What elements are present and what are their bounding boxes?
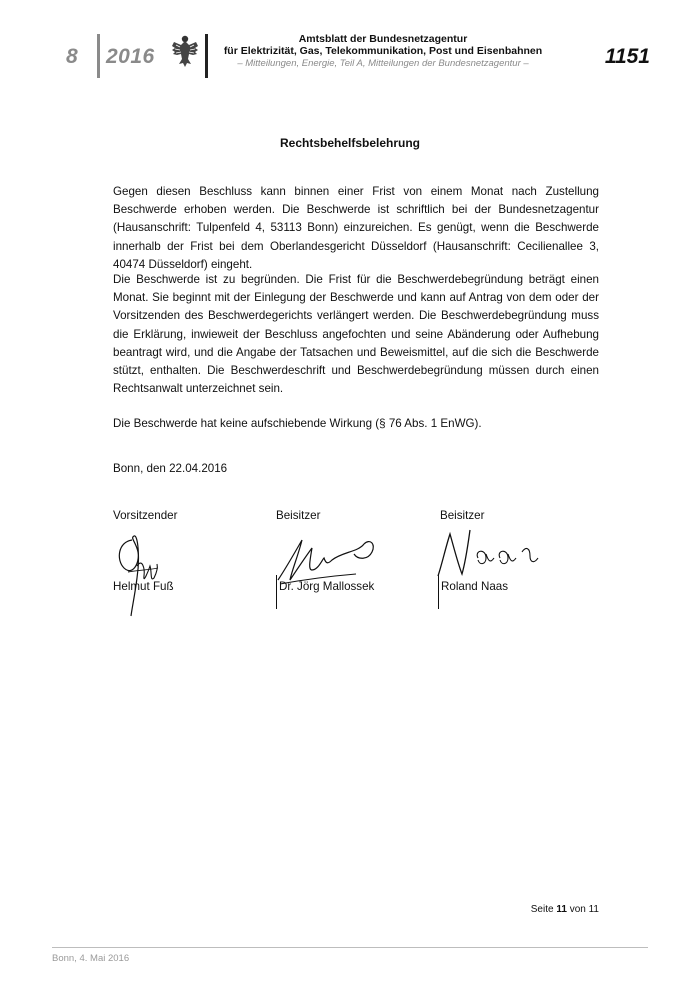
signature-line-2 [276, 575, 277, 609]
header-divider [97, 34, 100, 78]
page-counter-current: 11 [556, 904, 567, 915]
header-divider-dark [205, 34, 208, 78]
footer-date: Bonn, 4. Mai 2016 [52, 953, 130, 964]
footer-divider [52, 947, 648, 948]
page-number: 1151 [604, 45, 650, 68]
publication-subtitle: – Mitteilungen, Energie, Teil A, Mitteilungen der Bundesnetzagentur – [237, 58, 529, 69]
signature-line-3 [438, 575, 439, 609]
signatory-name-3: Roland Naas [441, 580, 509, 593]
signature-3 [434, 524, 544, 584]
publication-title-line2: für Elektrizität, Gas, Telekommunikation, Post und Eisenbahnen [223, 45, 543, 57]
page-counter [515, 904, 599, 915]
signatory-role-2: Beisitzer [276, 509, 321, 522]
signatory-role-3: Beisitzer [440, 509, 485, 522]
issue-number: 8 [66, 45, 78, 68]
signature-1 [110, 528, 180, 620]
paragraph-2: Die Beschwerde ist zu begründen. Die Frist für die Beschwerdebegründung beträgt einen Monat. Sie beginnt mit der Einlegung der Beschwerde und kann auf Antrag von dem oder der Vorsitzenden des Beschwerdegerichts verlängert werden. Die Beschwerdebegründung muss die Erklärung, inwieweit der Beschluss angefochten und seine Abänderung oder Aufhebung beantragt wird, und die Angabe der Tatsachen und Beweismittel, auf die sich die Beschwerde stützt, enthalten. Die Beschwerdeschrift und Beschwerdebegründung müssen durch einen Rechtsanwalt unterzeichnet sein. [113, 273, 599, 396]
publication-title [218, 33, 548, 57]
signatory-role-1: Vorsitzender [113, 509, 178, 522]
paragraph-3: Die Beschwerde hat keine aufschiebende Wirkung (§ 76 Abs. 1 EnWG). [113, 417, 482, 430]
signatory-name-2: Dr. Jörg Mallossek [279, 580, 375, 593]
page-counter-prefix: Seite [530, 904, 554, 915]
place-date: Bonn, den 22.04.2016 [113, 462, 228, 475]
page-counter-separator: von [569, 904, 586, 915]
page-counter-total: 11 [588, 904, 599, 915]
publication-title-line1: Amtsblatt der Bundesnetzagentur [298, 33, 468, 45]
issue-year: 2016 [106, 45, 155, 68]
signatory-name-1: Helmut Fuß [113, 580, 174, 593]
paragraph-1: Gegen diesen Beschluss kann binnen einer Frist von einem Monat nach Zustellung Beschwerde erhoben werden. Die Beschwerde ist schriftlich bei der Bundesnetzagentur (Hausanschrift: Tulpenfeld 4, 53113 Bonn) einzureichen. Es genügt, wenn die Beschwerde innerhalb der Frist bei dem Oberlandesgericht Düsseldorf (Hausanschrift: Cecilienallee 3, 40474 Düsseldorf) eingeht. [113, 185, 599, 271]
section-heading: Rechtsbehelfsbelehrung [279, 136, 421, 150]
federal-eagle-icon [171, 33, 199, 69]
